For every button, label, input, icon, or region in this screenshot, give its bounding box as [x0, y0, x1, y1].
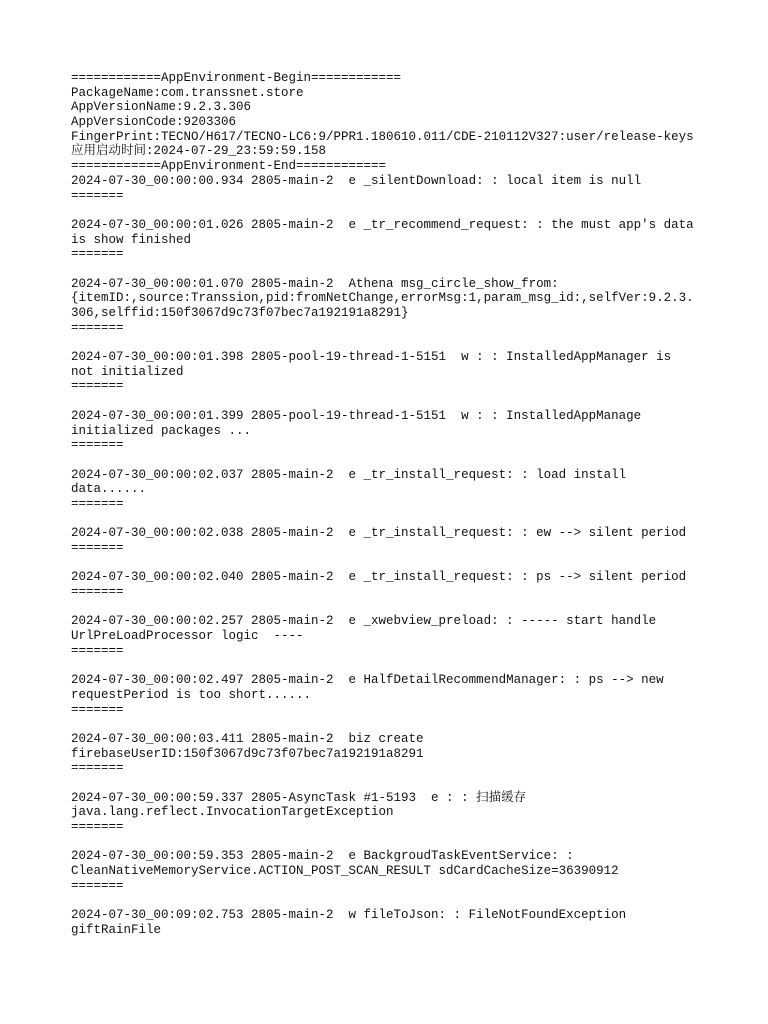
log-entry-line: 2024-07-30_00:00:02.037 2805-main-2 e _tr_install_request: : load install	[71, 467, 627, 482]
log-entry	[71, 350, 731, 409]
log-entry	[71, 409, 731, 468]
blank-line	[71, 453, 731, 468]
log-entry-line: UrlPreLoadProcessor logic ----	[71, 629, 304, 644]
blank-line	[71, 394, 731, 409]
log-entry-line: giftRainFile	[71, 922, 162, 937]
blank-line	[71, 512, 731, 527]
entry-separator: =======	[71, 496, 124, 511]
log-entry-line: 2024-07-30_00:00:02.257 2805-main-2 e _xwebview_preload: : ----- start handle	[71, 614, 657, 629]
log-entry-line: initialized packages ...	[71, 423, 252, 438]
log-entry-line: 2024-07-30_00:00:01.026 2805-main-2 e _tr_recommend_request: : the must app's data	[71, 217, 694, 232]
log-entry	[71, 277, 731, 350]
log-entry	[71, 614, 731, 673]
app-environment-header	[71, 71, 731, 174]
env-header-line: PackageName:com.transsnet.store	[71, 85, 304, 100]
log-entry-line: not initialized	[71, 364, 184, 379]
log-entry-line: 2024-07-30_00:00:01.399 2805-pool-19-thread-1-5151 w : : InstalledAppManage	[71, 408, 642, 423]
entry-separator: =======	[71, 379, 124, 394]
blank-line	[71, 717, 731, 732]
log-entry-line: {itemID:,source:Transsion,pid:fromNetChange,errorMsg:1,param_msg_id:,selfVer:9.2.3.	[71, 291, 694, 306]
entry-separator: =======	[71, 643, 124, 658]
log-entry-line: 306,selffid:150f3067d9c73f07bec7a192191a8291}	[71, 306, 409, 320]
log-entry-line: 2024-07-30_00:00:02.040 2805-main-2 e _tr_install_request: : ps --> silent period	[71, 570, 687, 585]
env-header-line: ============AppEnvironment-Begin============	[71, 71, 402, 85]
blank-line	[71, 835, 731, 850]
entry-separator: =======	[71, 541, 124, 555]
log-entry-line: 2024-07-30_00:00:03.411 2805-main-2 biz create	[71, 731, 424, 746]
log-entry	[71, 526, 731, 570]
entry-separator: =======	[71, 585, 124, 600]
blank-line	[71, 600, 731, 615]
log-entry-line: 2024-07-30_00:00:00.934 2805-main-2 e _silentDownload: : local item is null	[71, 173, 642, 188]
log-entry-line: 2024-07-30_00:00:01.070 2805-main-2 Athena msg_circle_show_from:	[71, 276, 559, 291]
log-entry	[71, 174, 731, 218]
env-header-line: 应用启动时间:2024-07-29_23:59:59.158	[71, 144, 327, 159]
log-entry-line: 2024-07-30_00:00:02.038 2805-main-2 e _tr_install_request: : ew --> silent period	[71, 526, 687, 541]
entry-separator: =======	[71, 761, 124, 776]
log-entries	[71, 174, 731, 938]
log-document	[71, 71, 731, 938]
entry-separator: =======	[71, 188, 124, 203]
env-header-line: ============AppEnvironment-End============	[71, 159, 387, 174]
entry-separator: =======	[71, 702, 124, 717]
log-entry-line: 2024-07-30_00:09:02.753 2805-main-2 w fileToJson: : FileNotFoundException	[71, 908, 627, 923]
blank-line	[71, 556, 731, 571]
log-entry	[71, 218, 731, 277]
log-entry	[71, 732, 731, 791]
log-entry-line: data......	[71, 482, 147, 497]
blank-line	[71, 659, 731, 674]
log-entry-line: 2024-07-30_00:00:59.337 2805-AsyncTask #1-5193 e : : 扫描缓存	[71, 790, 527, 805]
log-entry-line: java.lang.reflect.InvocationTargetException	[71, 805, 394, 820]
blank-line	[71, 894, 731, 909]
log-entry	[71, 570, 731, 614]
env-header-line: AppVersionName:9.2.3.306	[71, 100, 252, 115]
log-entry	[71, 673, 731, 732]
log-entry	[71, 791, 731, 850]
blank-line	[71, 335, 731, 350]
log-entry-line: 2024-07-30_00:00:02.497 2805-main-2 e HalfDetailRecommendManager: : ps --> new	[71, 673, 664, 688]
entry-separator: =======	[71, 878, 124, 893]
log-entry-line: 2024-07-30_00:00:01.398 2805-pool-19-thread-1-5151 w : : InstalledAppManager is	[71, 350, 672, 365]
blank-line	[71, 776, 731, 791]
env-header-line: FingerPrint:TECNO/H617/TECNO-LC6:9/PPR1.180610.011/CDE-210112V327:user/release-keys	[71, 129, 694, 144]
entry-separator: =======	[71, 320, 124, 335]
log-entry	[71, 849, 731, 908]
log-entry-line: CleanNativeMemoryService.ACTION_POST_SCAN_RESULT sdCardCacheSize=36390912	[71, 864, 619, 879]
log-entry-line: 2024-07-30_00:00:59.353 2805-main-2 e BackgroudTaskEventService: :	[71, 849, 574, 864]
blank-line	[71, 203, 731, 218]
log-entry-line: is show finished	[71, 232, 192, 247]
env-header-line: AppVersionCode:9203306	[71, 115, 237, 130]
entry-separator: =======	[71, 247, 124, 262]
log-entry	[71, 908, 731, 937]
entry-separator: =======	[71, 820, 124, 835]
log-entry	[71, 468, 731, 527]
blank-line	[71, 262, 731, 277]
log-entry-line: firebaseUserID:150f3067d9c73f07bec7a192191a8291	[71, 746, 424, 761]
log-entry-line: requestPeriod is too short......	[71, 687, 312, 702]
entry-separator: =======	[71, 438, 124, 453]
